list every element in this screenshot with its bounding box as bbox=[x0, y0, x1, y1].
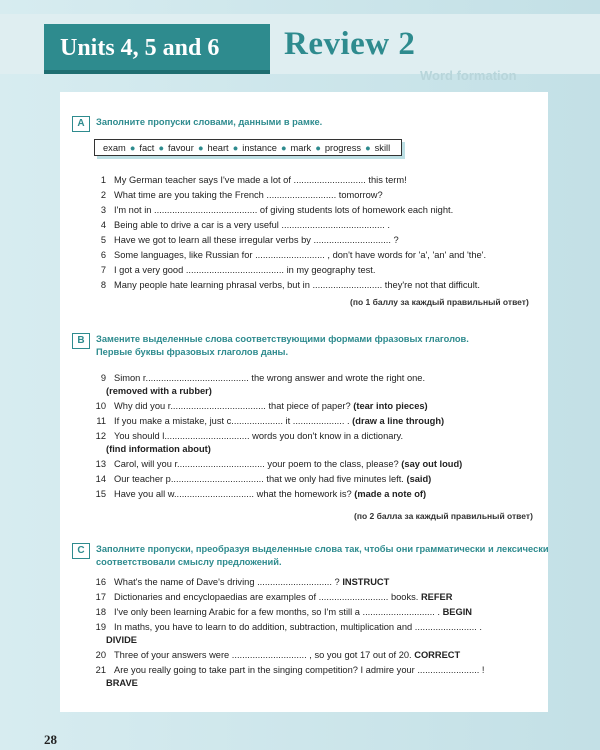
exercise-item-19-cue: DIVIDE bbox=[106, 635, 137, 645]
exercise-item-2: 2 What time are you taking the French ........................... tomorrow? bbox=[100, 190, 383, 200]
title-rule bbox=[44, 70, 270, 74]
exercise-item-1: 1 My German teacher says I've made a lot of ............................ this term! bbox=[100, 175, 407, 185]
word-box bbox=[94, 139, 402, 156]
exercise-item-8: 8 Many people hate learning phrasal verbs, but in ........................... they're not that difficult. bbox=[100, 280, 480, 290]
exercise-item-6: 6 Some languages, like Russian for ........................... , don't have words for 'a', 'an' and 'the'. bbox=[100, 250, 487, 260]
exercise-item-16: 16 What's the name of Dave's driving ............................. ? INSTRUCT bbox=[95, 577, 390, 587]
bullet-icon: ● bbox=[232, 143, 239, 153]
exercise-item-4: 4 Being able to drive a car is a very useful ........................................ . bbox=[100, 220, 390, 230]
word: favour bbox=[167, 143, 194, 153]
word: heart bbox=[207, 143, 229, 153]
word: exam bbox=[103, 143, 126, 153]
exercise-item-21: 21 Are you really going to take part in the singing competition? I admire your ........................ ! bbox=[95, 665, 485, 675]
exercise-item-21-cue: BRAVE bbox=[106, 678, 138, 688]
section-a-instruction: Заполните пропуски словами, данными в рамке. bbox=[96, 117, 323, 127]
page-number: 28 bbox=[44, 732, 57, 747]
section-c-letter: C bbox=[72, 543, 90, 559]
word: progress bbox=[324, 143, 362, 153]
word: instance bbox=[242, 143, 277, 153]
exercise-item-20: 20 Three of your answers were ............................. , so you got 17 out of 20. CORRECT bbox=[95, 650, 461, 660]
section-b-instruction-1: Замените выделенные слова соответствующими формами фразовых глаголов. bbox=[96, 334, 469, 344]
exercise-item-13: 13 Carol, will you r.................................. your poem to the class, please? (say out loud) bbox=[95, 459, 463, 469]
section-c-instruction-2: соответствовали смыслу предложений. bbox=[96, 557, 282, 567]
section-b-instruction-2: Первые буквы фразовых глаголов даны. bbox=[96, 347, 289, 357]
section-b-letter: B bbox=[72, 333, 90, 349]
units-title: Units 4, 5 and 6 bbox=[44, 24, 270, 72]
exercise-item-12: 12 You should l................................. words you don't know in a dictionary. bbox=[95, 431, 404, 441]
bullet-icon: ● bbox=[315, 143, 321, 153]
bullet-icon: ● bbox=[197, 143, 204, 153]
section-c-instruction-1: Заполните пропуски, преобразуя выделенные слова так, чтобы они грамматически и лексически bbox=[96, 544, 549, 554]
exercise-item-15: 15 Have you all w............................... what the homework is? (made a note of) bbox=[95, 489, 427, 499]
ghost-heading: Word formation bbox=[420, 68, 517, 83]
exercise-item-5: 5 Have we got to learn all these irregular verbs by .............................. ? bbox=[100, 235, 399, 245]
section-b-score: (по 2 балла за каждый правильный ответ) bbox=[354, 511, 533, 521]
exercise-item-12-cue: (find information about) bbox=[106, 444, 211, 454]
section-a-letter: A bbox=[72, 116, 90, 132]
exercise-item-9: 9 Simon r........................................ the wrong answer and wrote the right one. bbox=[100, 373, 426, 383]
exercise-item-10: 10 Why did you r..................................... that piece of paper? (tear into pieces) bbox=[95, 401, 428, 411]
section-a-score: (по 1 баллу за каждый правильный ответ) bbox=[350, 297, 529, 307]
review-title: Review 2 bbox=[284, 26, 416, 62]
word: mark bbox=[290, 143, 312, 153]
exercise-item-3: 3 I'm not in ........................................ of giving students lots of homework each night. bbox=[100, 205, 454, 215]
exercise-item-9-cue: (removed with a rubber) bbox=[106, 386, 212, 396]
exercise-item-14: 14 Our teacher p.................................... that we only had five minutes left. (said) bbox=[95, 474, 432, 484]
word: fact bbox=[139, 143, 155, 153]
exercise-item-7: 7 I got a very good ...................................... in my geography test. bbox=[100, 265, 376, 275]
bullet-icon: ● bbox=[365, 143, 371, 153]
bullet-icon: ● bbox=[129, 143, 136, 153]
word: skill bbox=[374, 143, 391, 153]
exercise-item-19: 19 In maths, you have to learn to do addition, subtraction, multiplication and ........................ . bbox=[95, 622, 482, 632]
exercise-item-11: 11 If you make a mistake, just c.................... it .................... . (draw a line through) bbox=[96, 416, 445, 426]
bullet-icon: ● bbox=[280, 143, 287, 153]
bullet-icon: ● bbox=[158, 143, 164, 153]
exercise-item-17: 17 Dictionaries and encyclopaedias are examples of ........................... books. REFER bbox=[95, 592, 453, 602]
exercise-item-18: 18 I've only been learning Arabic for a few months, so I'm still a ............................ . BEGIN bbox=[95, 607, 473, 617]
